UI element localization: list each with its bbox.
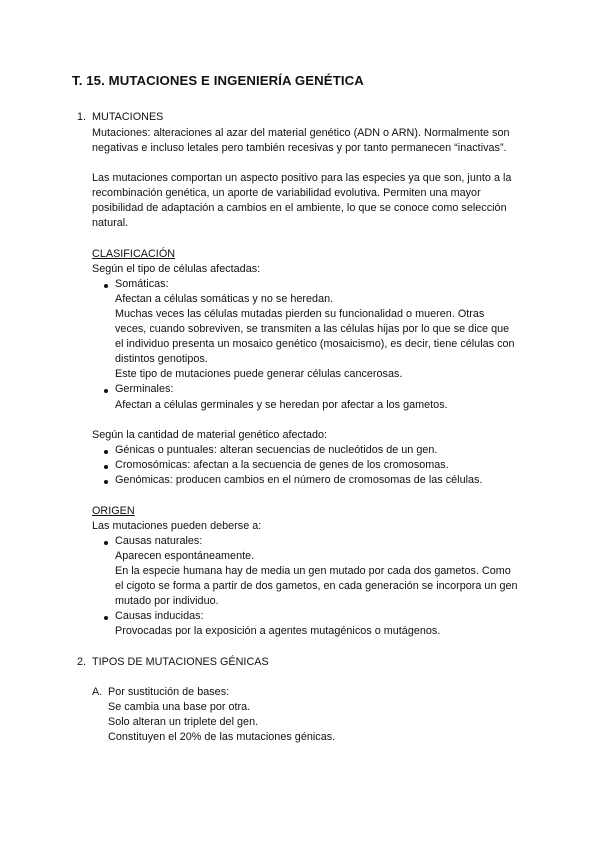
bullet-germinales: Germinales: [115, 383, 174, 395]
clasificacion-intro-celulas: Según el tipo de células afectadas: [92, 263, 261, 275]
bullet-icon [104, 480, 108, 484]
somaticas-line: Este tipo de mutaciones puede generar células cancerosas. [115, 368, 403, 380]
section-2-heading: TIPOS DE MUTACIONES GÉNICAS [92, 656, 269, 668]
germinales-line: Afectan a células germinales y se heredan por afectar a los gametos. [115, 399, 448, 411]
bullet-icon [104, 389, 108, 393]
section-1-heading: MUTACIONES [92, 111, 164, 123]
sustitucion-line: Constituyen el 20% de las mutaciones génicas. [108, 731, 336, 743]
paragraph-line: recombinación genética, un aporte de variabilidad evolutiva. Permiten una mayor [92, 187, 481, 199]
clasificacion-intro-cantidad: Según la cantidad de material genético afectado: [92, 429, 328, 441]
paragraph-line: natural. [92, 217, 129, 229]
subsection-a-letter: A. [92, 686, 103, 698]
subsection-a-label: Por sustitución de bases: [108, 686, 230, 698]
bullet-causas-inducidas: Causas inducidas: [115, 610, 204, 622]
naturales-line: el cigoto se forma a partir de dos gametos, en cada generación se incorpora un gen [115, 580, 518, 592]
bullet-icon [104, 284, 108, 288]
bullet-causas-naturales: Causas naturales: [115, 535, 203, 547]
somaticas-line: el individuo presenta un mosaico genético (mosaicismo), es decir, tiene células con [115, 338, 515, 350]
section-2-number: 2. [77, 656, 87, 668]
page-title: T. 15. MUTACIONES E INGENIERÍA GENÉTICA [72, 73, 364, 88]
paragraph-line: Mutaciones: alteraciones al azar del material genético (ADN o ARN). Normalmente son [92, 127, 510, 139]
sustitucion-line: Solo alteran un triplete del gen. [108, 716, 259, 728]
bullet-icon [104, 541, 108, 545]
list-item-genicas: Génicas o puntuales: alteran secuencias de nucleótidos de un gen. [115, 444, 438, 456]
origen-heading: ORIGEN [92, 505, 135, 517]
somaticas-line: Muchas veces las células mutadas pierden su funcionalidad o mueren. Otras [115, 308, 485, 320]
paragraph-line: Las mutaciones comportan un aspecto positivo para las especies ya que son, junto a la [92, 172, 512, 184]
naturales-line: En la especie humana hay de media un gen mutado por cada dos gametos. Como [115, 565, 511, 577]
inducidas-line: Provocadas por la exposición a agentes mutagénicos o mutágenos. [115, 625, 441, 637]
list-item-cromosomicas: Cromosómicas: afectan a la secuencia de genes de los cromosomas. [115, 459, 449, 471]
sustitucion-line: Se cambia una base por otra. [108, 701, 251, 713]
paragraph-line: negativas e incluso letales pero también recesivas y por tanto permanecen “inactivas”. [92, 142, 507, 154]
somaticas-line: Afectan a células somáticas y no se heredan. [115, 293, 334, 305]
somaticas-line: distintos genotipos. [115, 353, 208, 365]
bullet-somaticas: Somáticas: [115, 278, 169, 290]
naturales-line: Aparecen espontáneamente. [115, 550, 255, 562]
clasificacion-heading: CLASIFICACIÓN [92, 248, 176, 260]
bullet-icon [104, 465, 108, 469]
origen-intro: Las mutaciones pueden deberse a: [92, 520, 262, 532]
bullet-icon [104, 616, 108, 620]
paragraph-line: posibilidad de adaptación a cambios en el ambiente, lo que se conoce como selección [92, 202, 507, 214]
bullet-icon [104, 450, 108, 454]
section-1-number: 1. [77, 111, 87, 123]
somaticas-line: veces, cuando sobreviven, se transmiten a las células hijas por lo que se dice que [115, 323, 510, 335]
naturales-line: mutado por individuo. [115, 595, 219, 607]
list-item-genomicas: Genómicas: producen cambios en el número de cromosomas de las células. [115, 474, 483, 486]
